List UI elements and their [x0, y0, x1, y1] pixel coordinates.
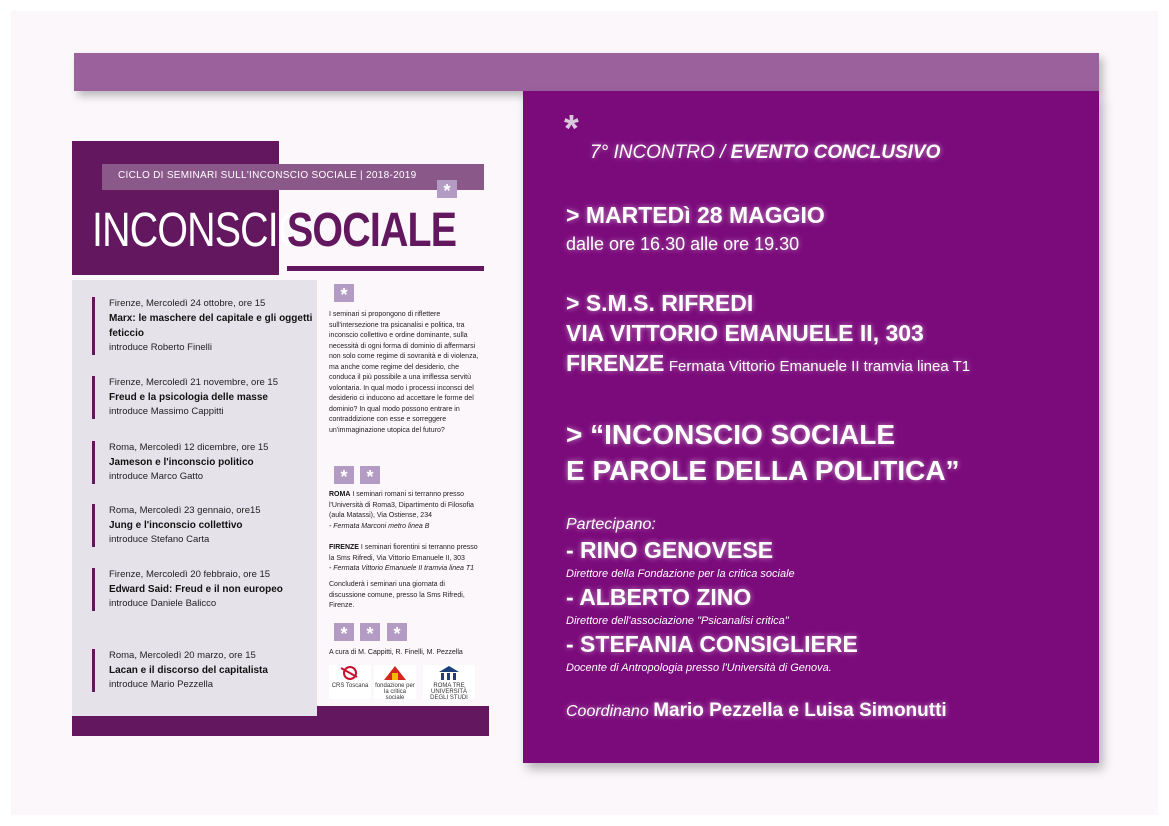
seminar-date: Roma, Mercoledì 23 gennaio, ore15 [109, 505, 261, 516]
seminar-topic: Jameson e l'inconscio politico [109, 457, 254, 468]
coordinators-names: Mario Pezzella e Luisa Simonutti [653, 700, 947, 721]
list-item [92, 568, 324, 611]
participant-name: - STEFANIA CONSIGLIERE [566, 631, 858, 657]
poster-title-left: INCONSCIO [92, 204, 308, 257]
asterisk-icon: * [437, 180, 457, 198]
list-item [92, 441, 324, 484]
participant-name: - ALBERTO ZINO [566, 584, 752, 610]
venue-name: > S.M.S. RIFREDI [566, 290, 754, 316]
crs-toscana-logo [329, 665, 371, 699]
seminar-speaker: introduce Daniele Balicco [109, 598, 217, 609]
event-title-line2: E PAROLE DELLA POLITICA” [566, 455, 960, 486]
event-subtitle [590, 142, 940, 164]
roma-tre-logo [423, 665, 475, 699]
logo-label: fondazione per la critica sociale [375, 683, 415, 701]
seminar-topic: Edward Said: Freud e il non europeo [109, 584, 283, 595]
participant-name: - RINO GENOVESE [566, 537, 774, 563]
poster-title-right: SOCIALE [287, 204, 457, 257]
asterisk-icon: * [360, 466, 380, 484]
seminar-date: Firenze, Mercoledì 20 febbraio, ore 15 [109, 569, 271, 580]
crs-logo-icon [337, 665, 363, 681]
event-time: dalle ore 16.30 alle ore 19.30 [566, 234, 800, 254]
seminar-speaker: introduce Stefano Carta [109, 534, 210, 545]
firenze-info [329, 543, 481, 575]
curators: A cura di M. Cappitti, R. Finelli, M. Pezzella [329, 649, 463, 656]
coordinators-label: Coordinano [566, 703, 649, 720]
coordinators-line [566, 700, 947, 722]
seminar-speaker: introduce Massimo Cappitti [109, 406, 224, 417]
list-item [92, 649, 324, 692]
participant-role: Direttore dell'associazione "Psicanalisi critica" [566, 615, 789, 627]
venue-city: FIRENZE [566, 350, 665, 376]
seminar-topic: Jung e l'inconscio collettivo [109, 520, 243, 531]
list-item [92, 376, 324, 419]
venue-transit: Fermata Vittorio Emanuele II tramvia linea T1 [668, 358, 971, 375]
seminar-topic: Freud e la psicologia delle masse [109, 392, 268, 403]
seminar-topic: Lacan e il discorso del capitalista [109, 665, 268, 676]
asterisk-icon: * [334, 284, 354, 302]
seminar-speaker: introduce Mario Pezzella [109, 679, 214, 690]
seminar-speaker: introduce Roberto Finelli [109, 342, 212, 353]
logo-label: CRS Toscana [331, 683, 369, 689]
firenze-text: I seminari fiorentini si terranno presso la Sms Rifredi, Via Vittorio Emanuele II, 303 [329, 544, 478, 562]
asterisk-icon: * [334, 623, 354, 641]
seminar-date: Roma, Mercoledì 12 dicembre, ore 15 [109, 442, 269, 453]
roma-note: - Fermata Marconi metro linea B [329, 522, 430, 530]
subtitle-prefix: 7° INCONTRO / [590, 142, 731, 163]
seminar-date: Firenze, Mercoledì 24 ottobre, ore 15 [109, 298, 266, 309]
event-date: > MARTEDì 28 MAGGIO [566, 202, 825, 228]
seminar-speaker: introduce Marco Gatto [109, 471, 203, 482]
asterisk-icon: * [334, 466, 354, 484]
venue-address: VIA VITTORIO EMANUELE II, 303 [566, 320, 924, 346]
firenze-label: FIRENZE [329, 544, 359, 551]
title-underline [287, 266, 484, 271]
asterisk-icon: * [564, 108, 579, 150]
fondazione-logo-icon [382, 665, 408, 681]
list-item [92, 504, 324, 547]
list-item [92, 297, 324, 355]
event-title-line1: > “INCONSCIO SOCIALE [566, 419, 896, 450]
roma-info [329, 490, 481, 532]
subtitle-bold: EVENTO CONCLUSIVO [730, 142, 941, 163]
roma-label: ROMA [329, 491, 351, 498]
intro-paragraph: I seminari si propongono di riflettere sull'intersezione tra psicanalisi e politica, tra inconscio collettivo e ordine dominante, sulla necessità di ogni forma di dominio di affermarsi non solo come regime di sovranità e di violenza, ma anche come regime del desiderio, che conduca il più possibile a una irriflessa servitù volontaria. In qual modo i processi inconsci del desiderio ci inducono ad accettare le forme del dominio? In qual modo possono entrare in contraddizione con esse e sorreggere un'immaginazione utopica del futuro? [329, 311, 479, 434]
cycle-label: CICLO DI SEMINARI SULL'INCONSCIO SOCIALE | 2018-2019 [118, 170, 417, 181]
seminar-date: Firenze, Mercoledì 21 novembre, ore 15 [109, 377, 278, 388]
seminar-date: Roma, Mercoledì 20 marzo, ore 15 [109, 650, 256, 661]
seminar-topic: Marx: le maschere del capitale e gli oggetti feticcio [109, 313, 313, 339]
venue-city-line [566, 350, 970, 377]
roma-tre-logo-icon [437, 665, 461, 681]
participant-role: Docente di Antropologia presso l'Università di Genova. [566, 662, 832, 674]
logo-label: ROMA TRE UNIVERSITÀ DEGLI STUDI [430, 683, 468, 701]
top-banner-bar [74, 53, 1099, 91]
participants-label: Partecipano: [566, 516, 656, 533]
closing-note: Concluderà i seminari una giornata di discussione comune, presso la Sms Rifredi, Firenze. [329, 581, 465, 609]
asterisk-icon: * [387, 623, 407, 641]
asterisk-icon: * [360, 623, 380, 641]
firenze-note: - Fermata Vittorio Emanuele II tramvia linea T1 [329, 565, 474, 572]
participant-role: Direttore della Fondazione per la critica sociale [566, 568, 795, 580]
fondazione-logo [374, 665, 416, 699]
roma-text: I seminari romani si terranno presso l'Università di Roma3, Dipartimento di Filosofia (aula Matassi), Via Ostiense, 234 [329, 491, 474, 519]
